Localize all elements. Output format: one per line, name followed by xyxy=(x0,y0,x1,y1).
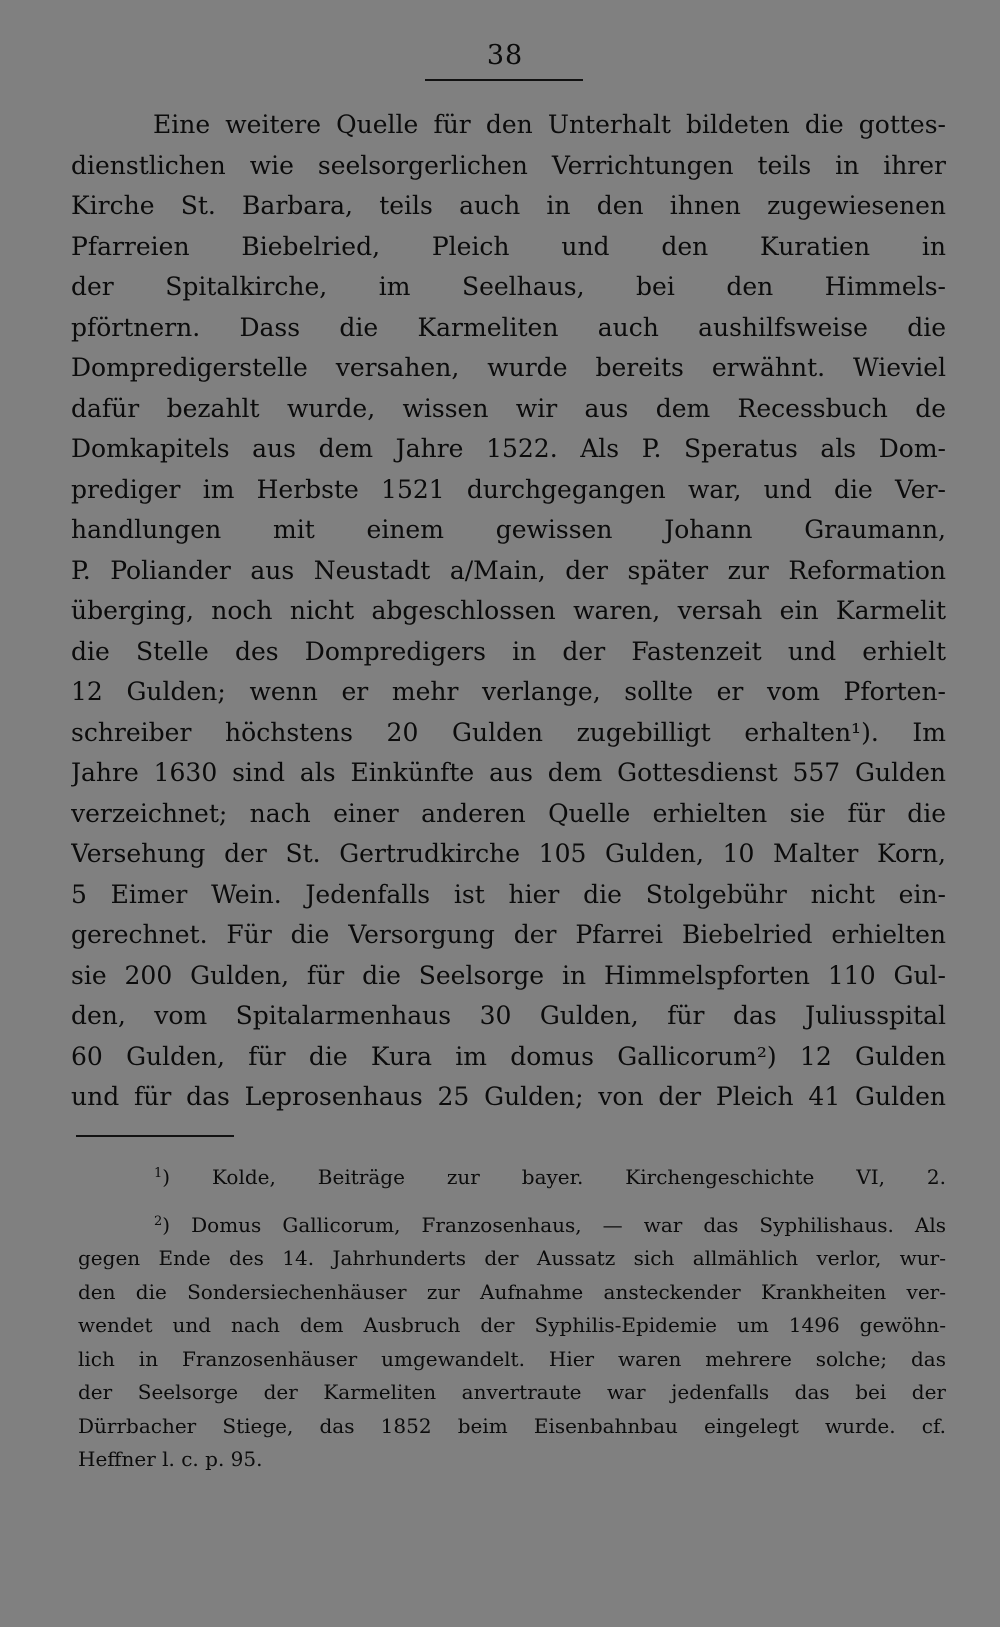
footnote-line: Dürrbacher Stiege, das 1852 beim Eisenbahnbau eingelegt wurde. cf. xyxy=(78,1413,946,1438)
body-line: sie 200 Gulden, für die Seelsorge in Himmelspforten 110 Gul- xyxy=(71,960,946,990)
footnote-line: der Seelsorge der Karmeliten anvertraute war jedenfalls das bei der xyxy=(78,1380,946,1404)
footnote-mark: 1 xyxy=(154,1166,163,1181)
body-line: pförtnern. Dass die Karmeliten auch aushilfsweise die xyxy=(71,312,946,342)
body-line: dafür bezahlt wurde, wissen wir aus dem Recessbuch de xyxy=(71,393,946,423)
body-line: überging, noch nicht abgeschlossen waren, versah ein Karmelit xyxy=(71,596,946,625)
footnote-line: Heffner l. c. p. 95. xyxy=(78,1447,263,1471)
footnote-line: wendet und nach dem Ausbruch der Syphilis-Epidemie um 1496 gewöhn- xyxy=(78,1313,946,1337)
body-line: 12 Gulden; wenn er mehr verlange, sollte er vom Pforten- xyxy=(71,677,946,706)
body-line: Kirche St. Barbara, teils auch in den ihnen zugewiesenen xyxy=(71,191,946,220)
body-line: dienstlichen wie seelsorgerlichen Verrichtungen teils in ihrer xyxy=(71,150,946,180)
body-line: und für das Leprosenhaus 25 Gulden; von der Pleich 41 Gulden xyxy=(71,1082,946,1111)
footnote-mark: 2 xyxy=(154,1213,163,1229)
body-line: schreiber höchstens 20 Gulden zugebilligt erhalten¹). Im xyxy=(71,717,946,747)
page-number: 38 xyxy=(486,40,524,71)
footnote-2 xyxy=(78,1209,946,1243)
body-line: 5 Eimer Wein. Jedenfalls ist hier die Stolgebühr nicht ein- xyxy=(71,879,946,909)
body-line: der Spitalkirche, im Seelhaus, bei den Himmels- xyxy=(71,272,946,301)
body-text xyxy=(71,105,946,1118)
body-line: Versehung der St. Gertrudkirche 105 Gulden, 10 Malter Korn, xyxy=(71,839,946,868)
body-line: prediger im Herbste 1521 durchgegangen war, und die Ver- xyxy=(71,474,946,504)
body-line: Domkapitels aus dem Jahre 1522. Als P. Speratus als Dom- xyxy=(71,434,946,463)
body-line: die Stelle des Dompredigers in der Fastenzeit und erhielt xyxy=(71,636,946,666)
body-line: handlungen mit einem gewissen Johann Graumann, xyxy=(71,515,946,544)
footnotes xyxy=(78,1161,946,1477)
footnote-line: den die Sondersiechenhäuser zur Aufnahme ansteckender Krankheiten ver- xyxy=(78,1279,946,1304)
header-rule xyxy=(425,79,583,81)
body-line: Pfarreien Biebelried, Pleich und den Kuratien in xyxy=(71,231,946,261)
footnote-line: lich in Franzosenhäuser umgewandelt. Hier waren mehrere solche; das xyxy=(78,1346,946,1371)
body-line: den, vom Spitalarmenhaus 30 Gulden, für das Juliusspital xyxy=(71,1001,946,1030)
footnote-rule xyxy=(76,1135,234,1137)
body-line: 60 Gulden, für die Kura im domus Gallicorum²) 12 Gulden xyxy=(71,1041,946,1071)
body-line: Dompredigerstelle versahen, wurde bereits erwähnt. Wieviel xyxy=(71,353,946,382)
footnote-1 xyxy=(78,1161,946,1195)
body-line: verzeichnet; nach einer anderen Quelle erhielten sie für die xyxy=(71,798,946,828)
body-line: Eine weitere Quelle für den Unterhalt bildeten die gottes- xyxy=(153,110,946,139)
body-line: P. Poliander aus Neustadt a/Main, der später zur Reformation xyxy=(71,555,946,585)
footnote-text: ) Domus Gallicorum, Franzosenhaus, — war das Syphilishaus. Als xyxy=(162,1212,946,1237)
footnote-line: gegen Ende des 14. Jahrhunderts der Aussatz sich allmählich verlor, wur- xyxy=(78,1246,946,1270)
footnote-text: ) Kolde, Beiträge zur bayer. Kirchengeschichte VI, 2. xyxy=(162,1165,946,1189)
body-line: Jahre 1630 sind als Einkünfte aus dem Gottesdienst 557 Gulden xyxy=(71,758,946,787)
body-line: gerechnet. Für die Versorgung der Pfarrei Biebelried erhielten xyxy=(71,920,946,949)
